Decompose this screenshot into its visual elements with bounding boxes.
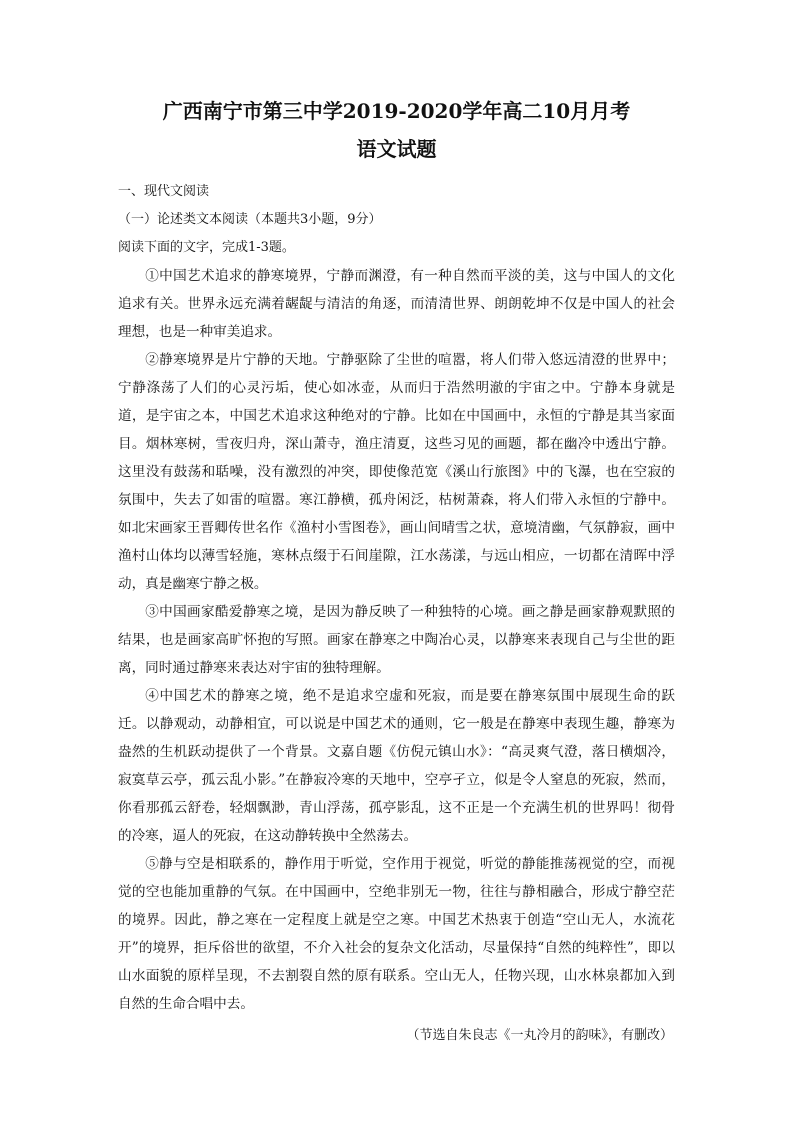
section-heading: 一、现代文阅读 xyxy=(118,184,210,199)
section-subheading: （一）论述类文本阅读（本题共3小题，9分） xyxy=(118,212,382,227)
paragraph-3: ③中国画家酷爱静寒之境，是因为静反映了一种独特的心境。画之静是画家静观默照的结果，也是画家高旷怀抱的写照。画家在静寒之中陶冶心灵，以静寒来表现自己与尘世的距离，同时通过静寒来表达对宇宙的独特理解。 xyxy=(118,604,675,676)
paragraph-2: ②静寒境界是片宁静的天地。宁静驱除了尘世的喧嚣，将人们带入悠远清澄的世界中；宁静涤荡了人们的心灵污垢，使心如冰壶，从而归于浩然明澈的宇宙之中。宁静本身就是道，是宇宙之本，中国艺术追求这种绝对的宁静。比如在中国画中，永恒的宁静是其当家面目。烟林寒树，雪夜归舟，深山萧寺，渔庄清夏，这些习见的画题，都在幽冷中透出宁静。这里没有鼓荡和聒噪，没有激烈的冲突，即使像范宽《溪山行旅图》中的飞瀑，也在空寂的氛围中，失去了如雷的喧嚣。寒江静横，孤舟闲泛，枯树萧森，将人们带入永恒的宁静中。如北宋画家王晋卿传世名作《渔村小雪图卷》，画山间晴雪之状，意境清幽，气氛静寂，画中渔村山体均以薄雪轻施，寒林点缀于石间崖隙，江水荡漾，与远山相应，一切都在清晖中浮动，真是幽寒宁静之极。 xyxy=(118,352,675,592)
paragraph-5: ⑤静与空是相联系的，静作用于听觉，空作用于视觉，听觉的静能推荡视觉的空，而视觉的空也能加重静的气氛。在中国画中，空绝非别无一物，往往与静相融合，形成宁静空茫的境界。因此，静之寒在一定程度上就是空之寒。中国艺术热衷于创造“空山无人，水流花开”的境界，拒斥俗世的欲望，不介入社会的复杂文化活动，尽量保持“自然的纯粹性”，即以山水面貌的原样呈现，不去割裂自然的原有联系。空山无人，任物兴现，山水林泉都加入到自然的生命合唱中去。 xyxy=(118,856,675,1012)
reading-instruction: 阅读下面的文字，完成1-3题。 xyxy=(118,240,295,255)
source-citation: （节选自朱良志《一丸冷月的韵味》，有删改） xyxy=(406,1028,673,1043)
paragraph-4: ④中国艺术的静寒之境，绝不是追求空虚和死寂，而是要在静寒氛围中展现生命的跃迁。以静观动，动静相宜，可以说是中国艺术的通则，它一般是在静寒中表现生趣，静寒为盎然的生机跃动提供了一个背景。文嘉自题《仿倪元镇山水》：“高灵爽气澄，落日横烟冷，寂寞草云亭，孤云乱小影。”在静寂冷寒的天地中，空亭孑立，似是令人窒息的死寂，然而，你看那孤云舒卷，轻烟飘渺，青山浮荡，孤亭影乱，这不正是一个充满生机的世界吗！彻骨的冷寒，逼人的死寂，在这动静转换中全然荡去。 xyxy=(118,688,675,844)
document-subtitle: 语文试题 xyxy=(356,137,437,161)
document-title: 广西南宁市第三中学2019-2020学年高二10月月考 xyxy=(162,99,631,123)
paragraph-1: ①中国艺术追求的静寒境界，宁静而渊澄，有一种自然而平淡的美，这与中国人的文化追求有关。世界永远充满着龌龊与清洁的角逐，而清清世界、朗朗乾坤不仅是中国人的社会理想，也是一种审美追求。 xyxy=(118,268,675,340)
